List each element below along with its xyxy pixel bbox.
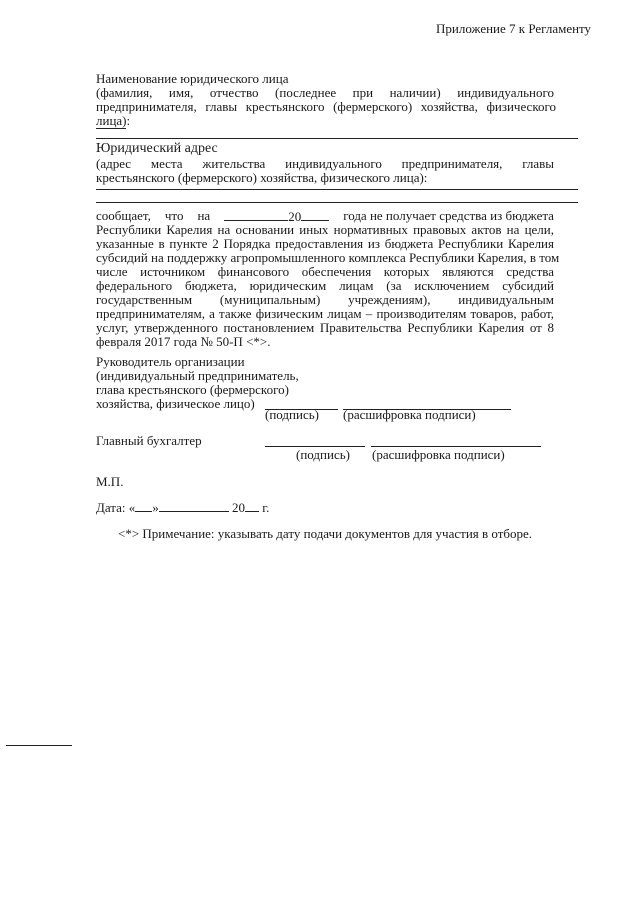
footnote-separator — [6, 745, 72, 746]
statement-date-blank: 20 — [224, 209, 329, 224]
accountant-decode-caption: (расшифровка подписи) — [372, 447, 505, 462]
accountant-sign-caption: (подпись) — [296, 447, 350, 462]
head-decode-caption: (расшифровка подписи) — [343, 407, 476, 422]
address-note-line: (адрес места жительства индивидуального предпринимателя, главы — [96, 156, 554, 171]
statement-line: услуг, утвержденного постановлением Правительства Республики Карелия от 8 — [96, 320, 554, 335]
head-title-line: (индивидуальный предприниматель, — [96, 368, 299, 383]
statement-line: указанные в пункте 2 Порядка предоставления из бюджета Республики Карелия — [96, 236, 554, 251]
date-close-quote: » — [152, 500, 159, 515]
date-label: Дата: « — [96, 500, 136, 515]
date-year-prefix: 20 — [232, 500, 246, 515]
date-month-blank — [159, 500, 229, 512]
head-title-line: глава крестьянского (фермерского) — [96, 382, 289, 397]
stamp-placeholder: М.П. — [96, 474, 124, 489]
footnote: <*> Примечание: указывать дату подачи документов для участия в отборе. — [118, 526, 533, 541]
address-fill-line — [96, 202, 578, 203]
legal-entity-note-line: предпринимателя, главы крестьянского (фермерского) хозяйства, физического — [96, 99, 556, 114]
date-year-suffix: г. — [262, 500, 270, 515]
statement-line: числе источником финансового обеспечения которых являются средства — [96, 264, 554, 279]
legal-entity-title: Наименование юридического лица — [96, 71, 289, 86]
statement-line: федерального бюджета, юридическим лицам (за исключением субсидий — [96, 278, 554, 293]
head-sign-caption: (подпись) — [265, 407, 319, 422]
date-year-blank — [245, 500, 259, 512]
date-row — [96, 500, 269, 515]
statement-line: предпринимателям, а также физическим лицам – производителям товаров, работ, — [96, 306, 554, 321]
address-title: Юридический адрес — [96, 141, 218, 156]
appendix-reference: Приложение 7 к Регламенту — [436, 21, 592, 36]
statement-word: на — [197, 208, 211, 223]
statement-word: что — [164, 208, 184, 223]
address-fill-line — [96, 189, 578, 190]
legal-entity-note-line: (фамилия, имя, отчество (последнее при наличии) индивидуального — [96, 85, 554, 100]
statement-line: февраля 2017 года № 50-П <*>. — [96, 334, 271, 349]
accountant-title: Главный бухгалтер — [96, 433, 202, 448]
statement-line: государственным (муниципальным) учреждениям), индивидуальным — [96, 292, 554, 307]
address-note-line: крестьянского (фермерского) хозяйства, физического лица): — [96, 170, 428, 185]
entity-name-fill-line — [96, 138, 578, 139]
statement-line: субсидий на поддержку агропромышленного комплекса Республики Карелия, в том — [96, 250, 560, 265]
statement-word: года не получает средства из бюджета — [343, 208, 554, 223]
statement-word: сообщает, — [96, 208, 151, 223]
entity-name-fill-line — [96, 128, 126, 129]
date-day-blank — [135, 500, 152, 512]
head-title-line: хозяйства, физическое лицо) — [96, 396, 255, 411]
statement-line: Республики Карелия на основании иных нормативных правовых актов на цели, — [96, 222, 554, 237]
legal-entity-note-line: лица): — [96, 113, 131, 128]
head-title-line: Руководитель организации — [96, 354, 245, 369]
